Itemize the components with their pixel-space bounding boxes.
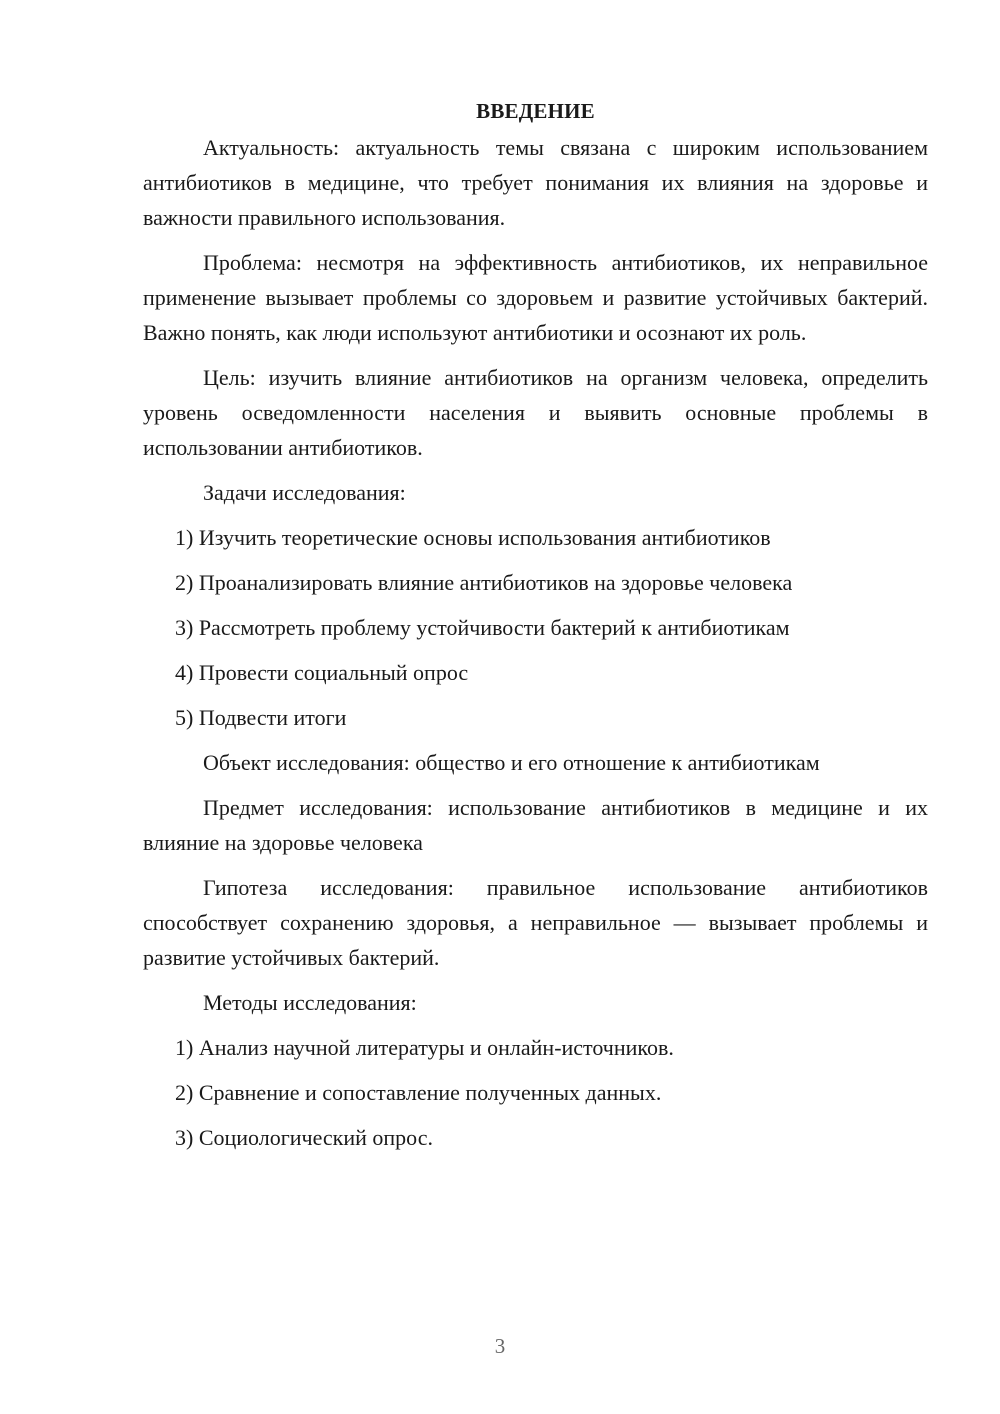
method-item: 1) Анализ научной литературы и онлайн-источников. — [175, 1035, 674, 1060]
task-item: 3) Рассмотреть проблему устойчивости бактерий к антибиотикам — [175, 615, 790, 640]
problem-paragraph: Проблема: несмотря на эффективность антибиотиков, их неправильное применение вызывает проблемы со здоровьем и развитие устойчивых бактерий. Важно понять, как люди используют антибиотики и осознают их роль. — [143, 250, 928, 345]
tasks-list — [143, 520, 928, 735]
hypothesis-paragraph: Гипотеза исследования: правильное использование антибиотиков способствует сохранению здоровья, а неправильное — вызывает проблемы и развитие устойчивых бактерий. — [143, 875, 928, 970]
relevance-paragraph: Актуальность: актуальность темы связана с широким использованием антибиотиков в медицине, что требует понимания их влияния на здоровье и важности правильного использования. — [143, 135, 928, 230]
page-number: 3 — [494, 1334, 506, 1358]
methods-heading: Методы исследования: — [203, 990, 417, 1015]
method-item: 2) Сравнение и сопоставление полученных данных. — [175, 1080, 662, 1105]
tasks-heading: Задачи исследования: — [203, 480, 406, 505]
method-item: 3) Социологический опрос. — [175, 1125, 433, 1150]
section-title: ВВЕДЕНИЕ — [476, 99, 595, 123]
task-item: 1) Изучить теоретические основы использования антибиотиков — [175, 525, 771, 550]
document-page — [143, 96, 928, 1165]
goal-paragraph: Цель: изучить влияние антибиотиков на организм человека, определить уровень осведомленности населения и выявить основные проблемы в использовании антибиотиков. — [143, 365, 928, 460]
task-item: 2) Проанализировать влияние антибиотиков на здоровье человека — [175, 570, 793, 595]
object-paragraph: Объект исследования: общество и его отношение к антибиотикам — [203, 750, 820, 775]
task-item: 5) Подвести итоги — [175, 705, 347, 730]
methods-list — [143, 1030, 928, 1155]
subject-paragraph: Предмет исследования: использование антибиотиков в медицине и их влияние на здоровье человека — [143, 795, 928, 855]
task-item: 4) Провести социальный опрос — [175, 660, 469, 685]
